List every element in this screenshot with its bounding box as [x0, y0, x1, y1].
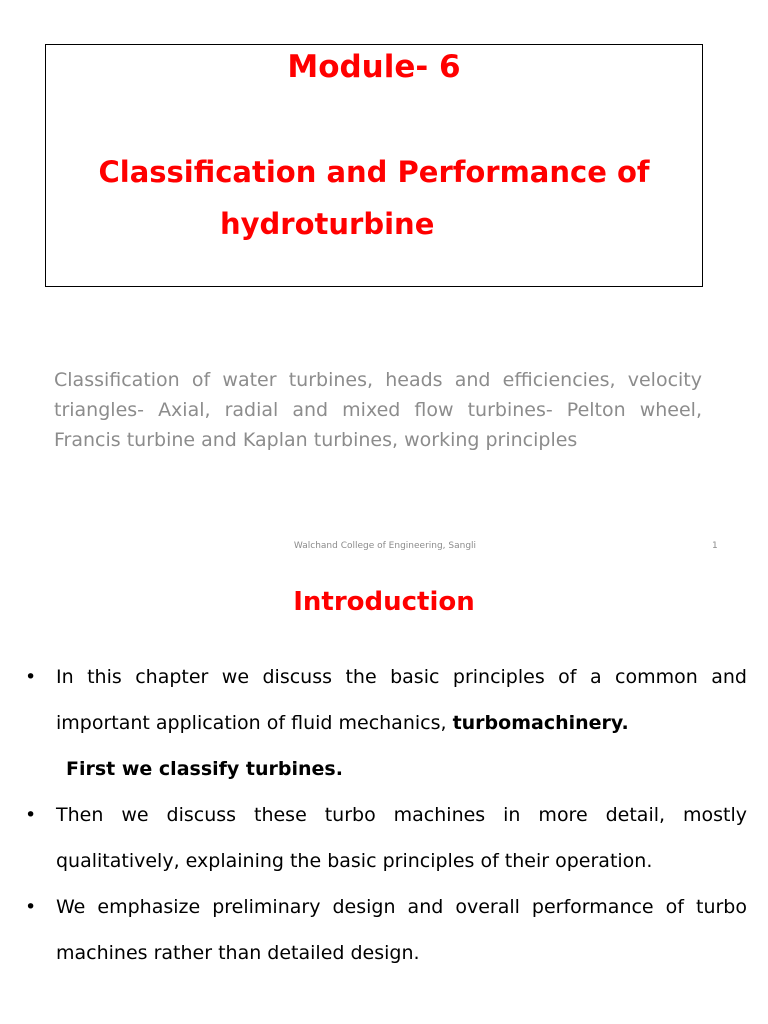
slide-2 — [0, 570, 768, 1024]
bullet-icon: • — [25, 804, 37, 826]
bullet-item — [0, 654, 768, 746]
bullet-item — [0, 884, 768, 976]
bullet-text: In this chapter we discuss the basic principles of a common and important application of fluid mechanics, — [56, 666, 747, 734]
bullet-icon: • — [25, 896, 37, 918]
slide-footer: Walchand College of Engineering, Sangli — [293, 541, 477, 551]
bullet-text: Then we discuss these turbo machines in more detail, mostly qualitatively, explaining the basic principles of their operation. — [56, 804, 747, 872]
title-box — [45, 44, 703, 287]
subtitle: Classification of water turbines, heads and efficiencies, velocity triangles- Axial, radial and mixed flow turbines- Pelton wheel, Francis turbine and Kaplan turbines, working principles — [54, 369, 702, 451]
module-title: Module- 6 — [287, 49, 461, 85]
bullet-item — [0, 792, 768, 884]
slide-number: 1 — [712, 541, 718, 551]
bullet-text: We emphasize preliminary design and overall performance of turbo machines rather than detailed design. — [56, 896, 747, 964]
bullet-list — [0, 654, 768, 976]
main-title-line-2: hydroturbine — [220, 207, 435, 241]
bullet-subline: First we classify turbines. — [66, 758, 343, 780]
bullet-bold-text: turbomachinery. — [452, 712, 629, 734]
main-title — [46, 146, 702, 250]
main-title-line-1: Classification and Performance of — [98, 155, 650, 189]
intro-heading: Introduction — [293, 587, 475, 617]
bullet-icon: • — [25, 666, 37, 688]
